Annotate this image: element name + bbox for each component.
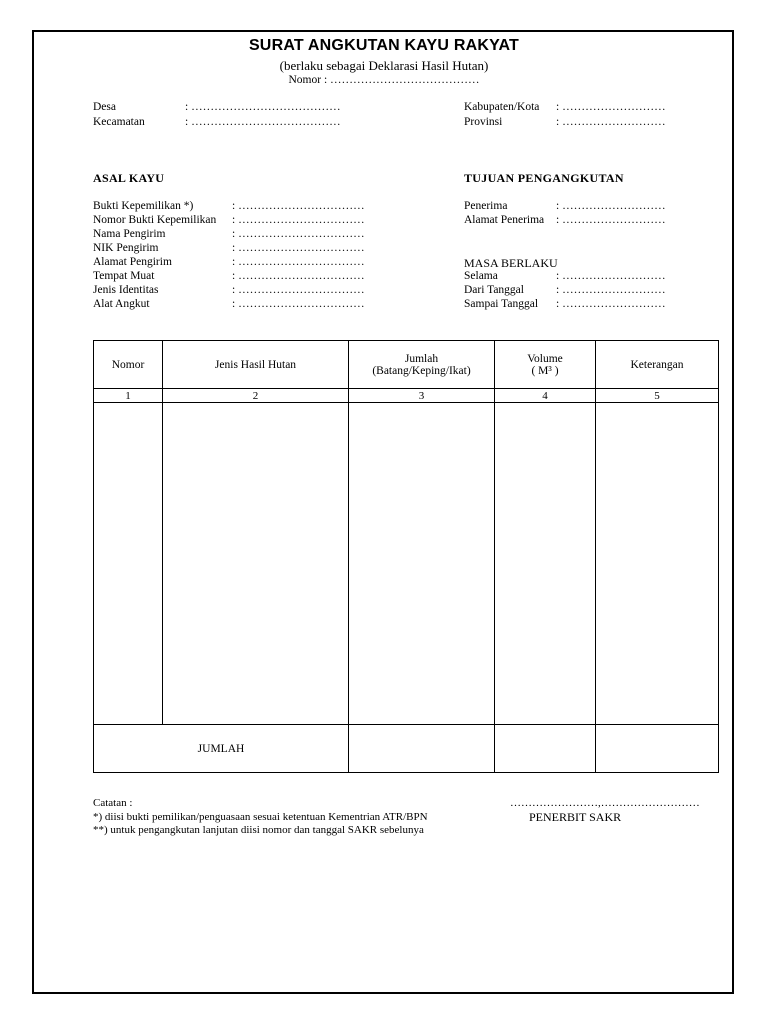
kecamatan-field: : ………………………………… [185,116,341,128]
total-label: JUMLAH [94,725,349,773]
body-cell-jumlah [349,403,495,725]
provinsi-label: Provinsi [464,116,503,128]
total-keterangan [596,725,719,773]
penerima-field: : ……………………… [556,200,666,212]
table-total-row [94,725,719,773]
nama-pengirim-label: Nama Pengirim [93,228,166,240]
alamat-penerima-field: : ……………………… [556,214,666,226]
desa-field: : ………………………………… [185,101,341,113]
table-body-row [94,403,719,725]
penerima-label: Penerima [464,200,508,212]
header-keterangan: Keterangan [596,341,719,389]
document-subtitle: (berlaku sebagai Deklarasi Hasil Hutan) [279,58,489,73]
table-header-row [94,341,719,389]
header-jenis-hasil-hutan: Jenis Hasil Hutan [163,341,349,389]
signature-line: ……………………,……………………… [510,797,700,809]
column-number-5: 5 [596,389,719,403]
document-number: Nomor : ………………………………… [288,74,480,86]
sampai-tanggal-label: Sampai Tanggal [464,298,539,310]
hasil-hutan-table [93,340,719,773]
kabupaten-label: Kabupaten/Kota [464,101,540,113]
total-jumlah [349,725,495,773]
table-number-row [94,389,719,403]
body-cell-nomor [94,403,163,725]
tempat-muat-label: Tempat Muat [93,270,155,282]
nomor-bukti-label: Nomor Bukti Kepemilikan [93,214,217,226]
header-volume [495,341,596,389]
tujuan-heading: TUJUAN PENGANGKUTAN [464,171,624,185]
column-number-3: 3 [349,389,495,403]
jenis-identitas-field: : …………………………… [232,284,365,296]
kabupaten-field: : ……………………… [556,101,666,113]
header-jumlah-title: Jumlah [404,352,439,365]
asal-kayu-heading: ASAL KAYU [93,171,165,185]
bukti-kepemilikan-label: Bukti Kepemilikan *) [93,200,194,212]
alamat-pengirim-label: Alamat Pengirim [93,256,172,268]
header-jumlah [349,341,495,389]
penerbit-label: PENERBIT SAKR [529,810,622,824]
header-nomor: Nomor [94,341,163,389]
header-volume-title: Volume [527,352,563,365]
column-number-1: 1 [94,389,163,403]
column-number-4: 4 [495,389,596,403]
nomor-bukti-field: : …………………………… [232,214,365,226]
alamat-pengirim-field: : …………………………… [232,256,365,268]
kecamatan-label: Kecamatan [93,116,145,128]
body-cell-jenis [163,403,349,725]
header-jumlah-unit: (Batang/Keping/Ikat) [372,364,471,377]
selama-field: : ……………………… [556,270,666,282]
dari-tanggal-label: Dari Tanggal [464,284,524,296]
catatan-label: Catatan : [93,797,133,809]
alat-angkut-label: Alat Angkut [93,298,150,310]
tempat-muat-field: : …………………………… [232,270,365,282]
nama-pengirim-field: : …………………………… [232,228,365,240]
alamat-penerima-label: Alamat Penerima [464,214,545,226]
desa-label: Desa [93,101,116,113]
sampai-tanggal-field: : ……………………… [556,298,666,310]
header-volume-unit: ( M³ ) [531,364,559,377]
provinsi-field: : ……………………… [556,116,666,128]
nik-pengirim-field: : …………………………… [232,242,365,254]
masa-berlaku-heading: MASA BERLAKU [464,256,558,270]
column-number-2: 2 [163,389,349,403]
total-volume [495,725,596,773]
body-cell-keterangan [596,403,719,725]
body-cell-volume [495,403,596,725]
dari-tanggal-field: : ……………………… [556,284,666,296]
bukti-kepemilikan-field: : …………………………… [232,200,365,212]
document-title: SURAT ANGKUTAN KAYU RAKYAT [248,37,520,54]
selama-label: Selama [464,270,498,282]
nik-pengirim-label: NIK Pengirim [93,242,159,254]
catatan-note-2: **) untuk pengangkutan lanjutan diisi nomor dan tanggal SAKR sebelunya [93,824,424,836]
alat-angkut-field: : …………………………… [232,298,365,310]
catatan-note-1: *) diisi bukti pemilikan/penguasaan sesuai ketentuan Kementrian ATR/BPN [93,811,428,823]
jenis-identitas-label: Jenis Identitas [93,284,159,296]
